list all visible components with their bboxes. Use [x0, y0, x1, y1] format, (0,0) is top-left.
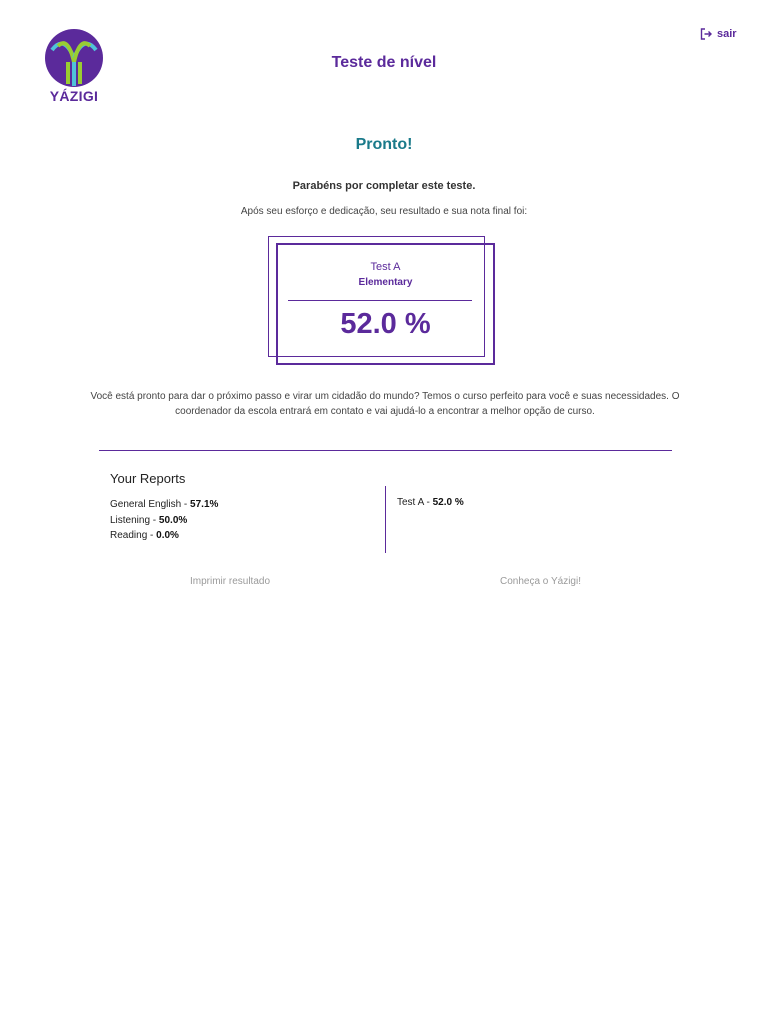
- print-result-link[interactable]: Imprimir resultado: [190, 576, 271, 587]
- reports-title: Your Reports: [110, 471, 186, 486]
- congrats-text: Parabéns por completar este teste.: [292, 180, 476, 192]
- tests-report-list: [397, 497, 464, 508]
- section-divider: [99, 450, 672, 451]
- result-heading: Pronto!: [355, 136, 413, 153]
- report-item-listening: Listening - 50.0%: [110, 514, 188, 526]
- card-level: Elementary: [358, 277, 413, 288]
- know-yazigi-link[interactable]: Conheça o Yázigi!: [500, 576, 581, 587]
- logout-button[interactable]: [700, 28, 737, 40]
- result-message: Você está pronto para dar o próximo passo e virar um cidadão do mundo? Temos o curso perfeito para você e suas necessidades. O coordenador da escola entrará em contato e vai ajudá-lo a encontrar a melhor opção de curso.: [90, 391, 680, 417]
- reports-vertical-divider: [385, 486, 386, 553]
- logout-label: sair: [717, 28, 737, 40]
- intro-text: Após seu esforço e dedicação, seu resultado e sua nota final foi:: [240, 206, 528, 217]
- report-item-general-english: General English - 57.1%: [110, 499, 219, 510]
- result-card: [276, 243, 495, 365]
- card-divider: [288, 300, 472, 301]
- card-score: 52.0 %: [340, 308, 431, 340]
- logout-icon: [700, 28, 712, 40]
- card-test-name: Test A: [370, 261, 401, 273]
- report-item-test-a: Test A - 52.0 %: [397, 497, 464, 508]
- logo-text: YÁZIGI: [49, 88, 99, 104]
- skills-report-list: [110, 497, 218, 544]
- report-item-reading: Reading - 0.0%: [110, 530, 179, 541]
- page-title: Teste de nível: [331, 54, 437, 71]
